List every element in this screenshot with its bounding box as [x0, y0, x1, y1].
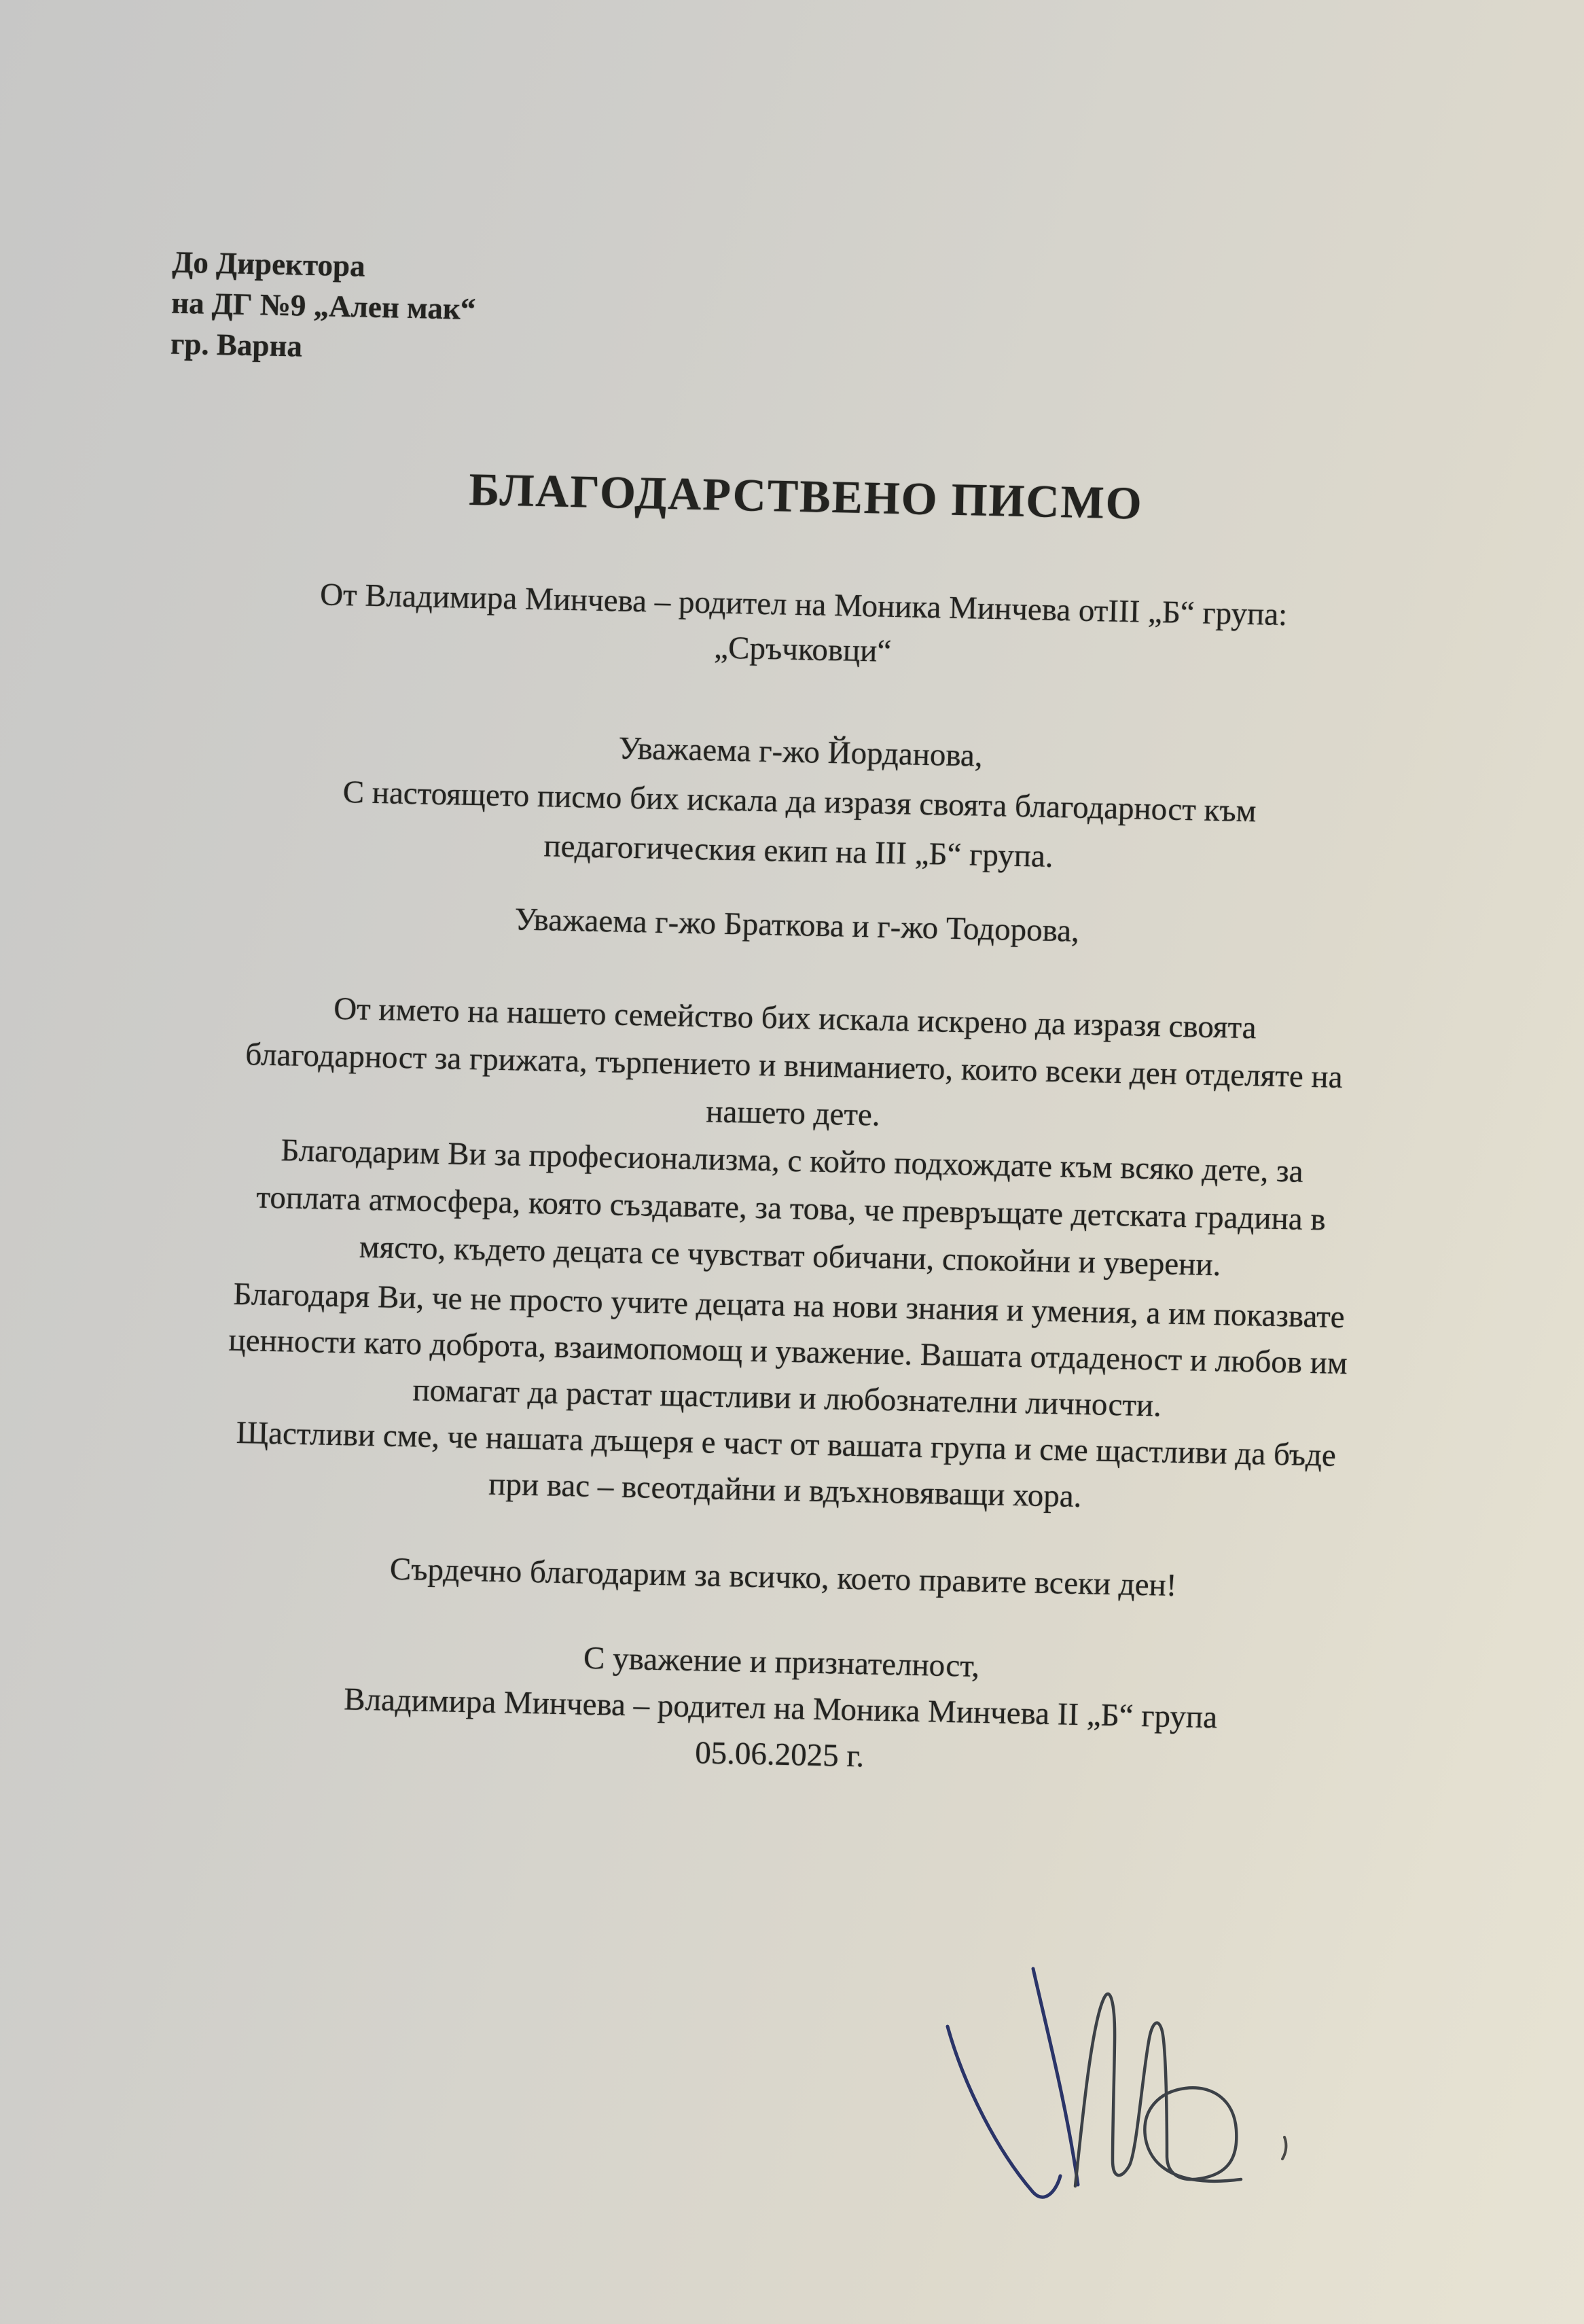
intro-line: педагогическия екип на III „Б“ група. [543, 828, 1054, 874]
recipient-line: До Директора [172, 245, 366, 283]
closing-signatory: Владимира Минчева – родител на Моника Минчева II „Б“ група [343, 1681, 1218, 1736]
letter-title-text: БЛАГОДАРСТВЕНО ПИСМО [468, 463, 1144, 529]
body-line: топлата атмосфера, която създавате, за това, че превръщате детската градина в [255, 1179, 1327, 1238]
salutation-teachers-block [100, 889, 1494, 963]
salutation-director-block [101, 713, 1498, 891]
body-line: Щастливи сме, че нашата дъщеря е част от вашата група и сме щастливи да бъде [236, 1414, 1337, 1473]
intro-line: С настоящето писмо бих искала да изразя своята благодарност към [342, 774, 1257, 829]
body-line: Благодаря Ви, че не просто учите децата на нови знания и умения, а им показвате [233, 1276, 1346, 1336]
thanks-line: Сърдечно благодарим за всичко, което правите всеки ден! [389, 1551, 1177, 1603]
closing-date: 05.06.2025 г. [694, 1735, 865, 1774]
thanks-block [86, 1539, 1481, 1615]
body-paragraph-1 [93, 980, 1492, 1295]
recipient-line: гр. Варна [170, 326, 303, 363]
body-line: нашето дете. [705, 1094, 881, 1133]
letter-title [109, 454, 1503, 538]
body-line: ценности като доброта, взаимопомощ и уважение. Вашата отдаденост и любов им [228, 1322, 1348, 1382]
body-paragraph-2 [88, 1268, 1486, 1528]
body-line: Благодарим Ви за професионализма, с който подхождате към всяко дете, за [280, 1132, 1304, 1190]
handwritten-signature [941, 1962, 1369, 2206]
body-line: благодарност за грижата, търпението и вниманието, които всеки ден отделяте на [245, 1037, 1344, 1095]
salutation-teachers: Уважаема г-жо Браткова и г-жо Тодорова, [514, 901, 1080, 949]
signature-ink [941, 1962, 1369, 2206]
body-line: при вас – всеотдайни и вдъхновяващи хора. [488, 1466, 1082, 1515]
body-line: От името на нашето семейство бих искала искрено да изразя своята [333, 990, 1257, 1046]
body-line: място, където децата се чувстват обичани, спокойни и уверени. [359, 1229, 1221, 1283]
sender-line: От Владимира Минчева – родител на Моника Минчева отIII „Б“ група: [319, 577, 1288, 633]
sender-block [105, 568, 1500, 687]
closing-regards: С уважение и признателност, [583, 1640, 980, 1684]
recipient-block [170, 242, 477, 370]
salutation-director: Уважаема г-жо Йорданова, [618, 730, 984, 774]
body-line: помагат да растат щастливи и любознателни личности. [412, 1372, 1162, 1424]
ink-dot [1282, 2137, 1286, 2159]
recipient-line: на ДГ №9 „Ален мак“ [170, 285, 476, 326]
sender-group-name: „Сръчковци“ [713, 630, 892, 669]
closing-block [82, 1624, 1479, 1792]
